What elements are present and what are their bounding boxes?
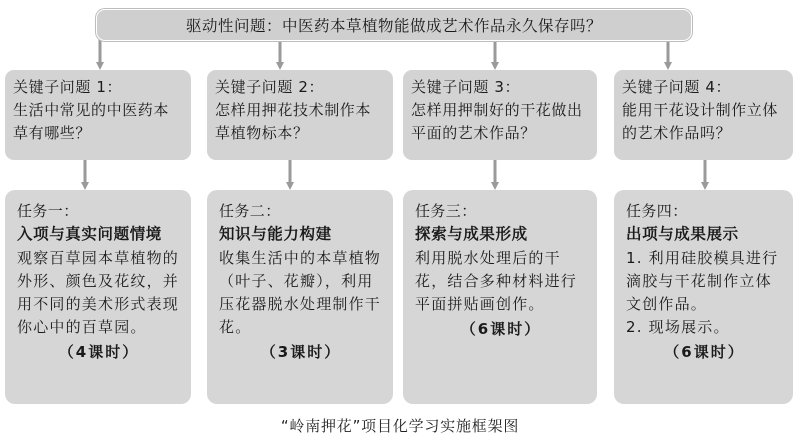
task-4-box [614, 190, 793, 404]
sub-question-1-label: 关键子问题 1： [13, 78, 123, 96]
task-1-label: 任务一： [17, 202, 79, 220]
sub-question-3-label: 关键子问题 3： [411, 78, 521, 96]
figure-caption: “岭南押花”项目化学习实施框架图 [280, 417, 520, 435]
sub-question-2-label: 关键子问题 2： [215, 78, 325, 96]
task-2-box [207, 190, 393, 404]
task-2-hours: （3课时） [260, 343, 342, 361]
sub-question-3-box [403, 70, 597, 160]
task-1-hours: （4课时） [58, 343, 140, 361]
task-3-label: 任务三： [415, 202, 477, 220]
sub-question-2-box [207, 70, 393, 160]
sub-question-1-box [5, 70, 191, 160]
sub-question-4-label: 关键子问题 4： [622, 78, 732, 96]
sub-question-4-text: 能用干花设计制作立体的艺术作品吗？ [622, 101, 779, 142]
task-1-body: 观察百草园本草植物的外形、颜色及花纹，并用不同的美术形式表现你心中的百草园。 [17, 249, 180, 336]
task-3-title: 探索与成果形成 [415, 225, 528, 243]
task-3-box [403, 190, 597, 404]
task-2-title: 知识与能力构建 [219, 225, 332, 243]
sub-question-1-text: 生活中常见的中医药本草有哪些？ [13, 101, 170, 142]
sub-question-4-box [614, 70, 793, 160]
task-4-hours: （6课时） [664, 343, 745, 361]
task-3-body: 利用脱水处理后的干花，结合多种材料进行平面拼贴画创作。 [415, 249, 578, 313]
task-4-label: 任务四： [626, 202, 688, 220]
task-2-label: 任务二： [219, 202, 281, 220]
task-1-title: 入项与真实问题情境 [17, 225, 162, 243]
task-3-hours: （6课时） [460, 320, 542, 338]
task-1-box [5, 190, 191, 404]
task-2-body: 收集生活中的本草植物（叶子、花瓣），利用压花器脱水处理制作干花。 [219, 249, 382, 336]
driving-question-text: 驱动性问题：中医药本草植物能做成艺术作品永久保存吗？ [185, 17, 602, 35]
task-4-body: 1. 利用硅胶模具进行滴胶与干花制作立体文创作品。 2. 现场展示。 [626, 249, 779, 336]
driving-question-box [96, 9, 692, 41]
sub-question-3-text: 怎样用押制好的干花做出平面的艺术作品？ [411, 101, 583, 142]
sub-question-2-text: 怎样用押花技术制作本草植物标本？ [215, 101, 372, 142]
task-4-title: 出项与成果展示 [626, 225, 739, 243]
